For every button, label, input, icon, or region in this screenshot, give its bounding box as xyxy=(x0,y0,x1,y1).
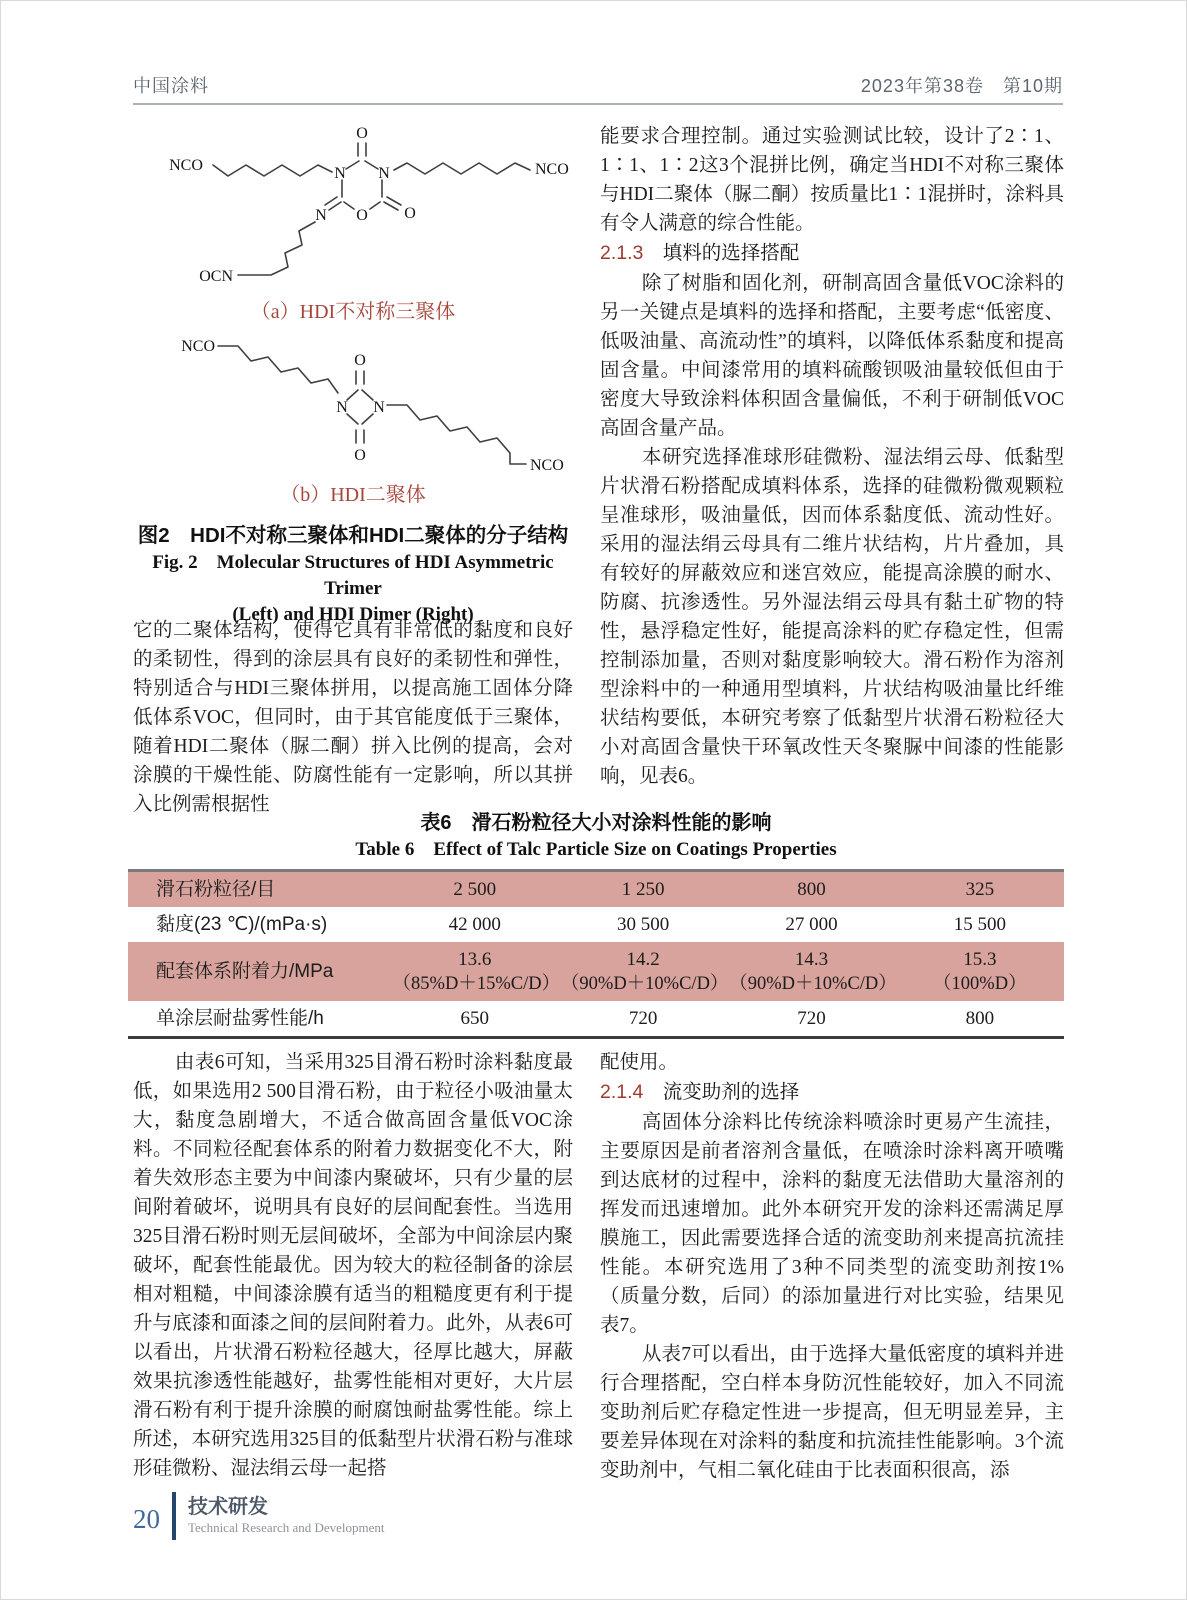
table-cell: 325 xyxy=(965,879,995,900)
section-title: 流变助剂的选择 xyxy=(662,1081,800,1103)
table-cell xyxy=(727,942,895,1001)
paragraph: 由表6可知，当采用325目滑石粉时涂料黏度最低，如果选用2 500目滑石粉，由于粒径小吸油量太大，黏度急剧增大，不适合做高固含量低VOC涂料。不同粒径配套体系的附着力数据变化不大，附着失效形态主要为中间漆内聚破坏，只有少量的层间附着破坏，说明具有良好的层间配套性。当选用325目滑石粉时则无层间破坏，全部为中间涂层内聚破坏，配套性能最优。因为较大的粒径制备的涂层相对粗糙，中间漆涂膜有适当的粗糙度更有利于提升与底漆和面漆之间的层间附着力。此外，从表6可以看出，片状滑石粉粒径越大，径厚比越大，屏蔽效果抗渗透性能越好，盐雾性能相对更好，大片层滑石粉有利于提升涂膜的耐腐蚀耐盐雾性能。综上所述，本研究选用325目的低黏型片状滑石粉与准球形硅微粉、湿法绢云母一起搭 xyxy=(133,1052,573,1479)
row-label: 黏度(23 ℃)/(mPa·s) xyxy=(156,914,328,935)
atom-label-nco-left: NCO xyxy=(169,157,203,174)
paragraph: 从表7可以看出，由于选择大量低密度的填料并进行合理搭配，空白样本身防沉性能较好，加入不同流变助剂后贮存稳定性进一步提高，但无明显差异，主要差异体现在对涂料的黏度和抗流挂性能影响。3个流变助剂中，气相二氧化硅由于比表面积很高，添 xyxy=(600,1344,1064,1481)
atom-label-n-ring-left: N xyxy=(334,165,346,182)
table-cell xyxy=(896,942,1064,1001)
table-cell: 800 xyxy=(965,1008,995,1029)
atom-label-o-top: O xyxy=(354,352,366,369)
atom-label-n-imine: N xyxy=(315,207,327,224)
talc-particle-size-table xyxy=(128,869,1064,1039)
cell-value: 14.2 xyxy=(626,949,660,970)
table-cell: 720 xyxy=(797,1008,826,1029)
table-cell xyxy=(559,942,727,1001)
header-rule xyxy=(133,103,1063,105)
figure-title-zh: 图2 HDI不对称三聚体和HDI二聚体的分子结构 xyxy=(137,524,569,547)
atom-label-n-right: N xyxy=(373,399,385,416)
cell-value: 13.6 xyxy=(458,949,492,970)
section-heading-2-1-4 xyxy=(600,1077,1064,1108)
right-column-top xyxy=(600,122,1064,791)
table-6-block xyxy=(128,810,1064,1039)
atom-label-nco-bottom-right: NCO xyxy=(530,457,564,474)
table-cell: 15 500 xyxy=(953,914,1006,935)
footer-section-en: Technical Research and Development xyxy=(188,1520,385,1535)
table-cell: 720 xyxy=(628,1008,658,1029)
issue-info: 2023年第38卷 第10期 xyxy=(860,76,1063,96)
paragraph: 能要求合理控制。通过实验测试比较，设计了2∶1、1∶1、1∶2这3个混拼比例，确定当HDI不对称三聚体与HDI二聚体（脲二酮）按质量比1∶1混拼时，涂料具有令人满意的综合性能。 xyxy=(600,126,1064,234)
atom-label-o-top: O xyxy=(356,125,368,142)
table-cell: 650 xyxy=(460,1008,489,1029)
figure-title-en-line1: Fig. 2 Molecular Structures of HDI Asymmetric Trimer xyxy=(152,552,554,599)
structure-a-diagram xyxy=(133,112,573,298)
cell-subvalue: （85%D＋15%C/D） xyxy=(392,974,561,994)
page-number: 20 xyxy=(133,1503,160,1534)
paragraph: 除了树脂和固化剂，研制高固含量低VOC涂料的另一关键点是填料的选择和搭配，主要考虑“低密度、低吸油量、高流动性”的填料，以降低体系黏度和提高固含量。中间漆常用的填料硫酸钡吸油量较低但由于密度大导致涂料体积固含量偏低，不利于研制低VOC高固含量产品。 xyxy=(600,273,1064,439)
section-title: 填料的选择搭配 xyxy=(662,242,800,264)
left-column-paragraph xyxy=(133,616,573,819)
structure-b-diagram xyxy=(133,331,573,481)
table-row-viscosity xyxy=(128,907,1064,942)
cell-subvalue: （90%D＋10%C/D） xyxy=(729,974,897,994)
bottom-right-column xyxy=(600,1048,1064,1485)
paragraph: 它的二聚体结构，使得它具有非常低的黏度和良好的柔韧性，得到的涂层具有良好的柔韧性和弹性，特别适合与HDI三聚体拼用，以提高施工固体分降低体系VOC，但同时，由于其官能度低于三聚体，随着HDI二聚体（脲二酮）拼入比例的提高，会对涂膜的干燥性能、防腐性能有一定影响，所以其拼入比例需根据性 xyxy=(133,620,573,815)
section-number: 2.1.4 xyxy=(600,1081,644,1103)
row-label: 滑石粉粒径/目 xyxy=(156,879,276,900)
table-cell: 800 xyxy=(797,879,826,900)
footer-section xyxy=(188,1495,385,1537)
structure-b-caption: （b）HDI二聚体 xyxy=(280,484,426,506)
table-cell: 1 250 xyxy=(621,879,665,900)
figure-title-en-line2: (Left) and HDI Dimer (Right) xyxy=(232,604,474,625)
page-footer xyxy=(133,1492,385,1540)
paragraph: 高固体分涂料比传统涂料喷涂时更易产生流挂，主要原因是前者溶剂含量低，在喷涂时涂料离开喷嘴到达底材的过程中，涂料的黏度无法借助大量溶剂的挥发而迅速增加。此外本研究开发的涂料还需满足厚膜施工，因此需要选择合适的流变助剂来提高抗流挂性能。本研究选用了3种不同类型的流变助剂按1%（质量分数，后同）的添加量进行对比实验，结果见表7。 xyxy=(600,1112,1064,1336)
row-label: 单涂层耐盐雾性能/h xyxy=(156,1008,324,1029)
cell-value: 15.3 xyxy=(963,949,997,970)
footer-divider-bar xyxy=(172,1492,176,1540)
table-cell xyxy=(391,942,559,1001)
section-heading-2-1-3 xyxy=(600,238,1064,269)
cell-subvalue: （100%D） xyxy=(933,974,1027,994)
footer-section-zh: 技术研发 xyxy=(188,1496,268,1518)
row-label: 配套体系附着力/MPa xyxy=(156,961,334,982)
atom-label-o-bottom: O xyxy=(354,447,366,464)
atom-label-n-left: N xyxy=(336,399,348,416)
table-row-adhesion xyxy=(128,942,1064,1001)
section-number: 2.1.3 xyxy=(600,242,644,264)
table-header-row xyxy=(128,871,1064,908)
table-cell: 27 000 xyxy=(785,914,838,935)
table-cell: 2 500 xyxy=(453,879,497,900)
structure-a-caption: （a）HDI不对称三聚体 xyxy=(250,301,456,323)
atom-label-ocn-bottom: OCN xyxy=(199,268,233,285)
atom-label-o-ring-bottom: O xyxy=(356,207,368,224)
table-cell: 42 000 xyxy=(448,914,501,935)
page-header xyxy=(133,72,1063,98)
table-cell: 30 500 xyxy=(616,914,670,935)
paragraph: 配使用。 xyxy=(600,1052,679,1073)
figure-2 xyxy=(133,112,573,628)
table-title-en: Table 6 Effect of Talc Particle Size on Coatings Properties xyxy=(355,839,837,860)
table-row-salt-spray xyxy=(128,1001,1064,1038)
atom-label-o-right: O xyxy=(404,205,416,222)
cell-value: 14.3 xyxy=(794,949,829,970)
journal-name: 中国涂料 xyxy=(133,76,209,96)
paragraph: 本研究选择准球形硅微粉、湿法绢云母、低黏型片状滑石粉搭配成填料体系，选择的硅微粉微观颗粒呈准球形，吸油量低，因而体系黏度低、流动性好。采用的湿法绢云母具有二维片状结构，片片叠加，具有较好的屏蔽效应和迷宫效应，能提高涂膜的耐水、防腐、抗渗透性。另外湿法绢云母具有黏土矿物的特性，悬浮稳定性好，能提高涂料的贮存稳定性，但需控制添加量，否则对黏度影响较大。滑石粉作为溶剂型涂料中的一种通用型填料，片状结构吸油量比纤维状结构要低，本研究考察了低黏型片状滑石粉粒径大小对高固含量快干环氧改性天冬聚脲中间漆的性能影响，见表6。 xyxy=(600,447,1064,787)
atom-label-nco-top-left: NCO xyxy=(181,338,215,355)
atom-label-n-ring-right: N xyxy=(378,165,390,182)
table-title-zh: 表6 滑石粉粒径大小对涂料性能的影响 xyxy=(420,812,772,834)
cell-subvalue: （90%D＋10%C/D） xyxy=(560,974,729,994)
bottom-left-column xyxy=(133,1048,573,1483)
atom-label-nco-right: NCO xyxy=(535,161,569,178)
